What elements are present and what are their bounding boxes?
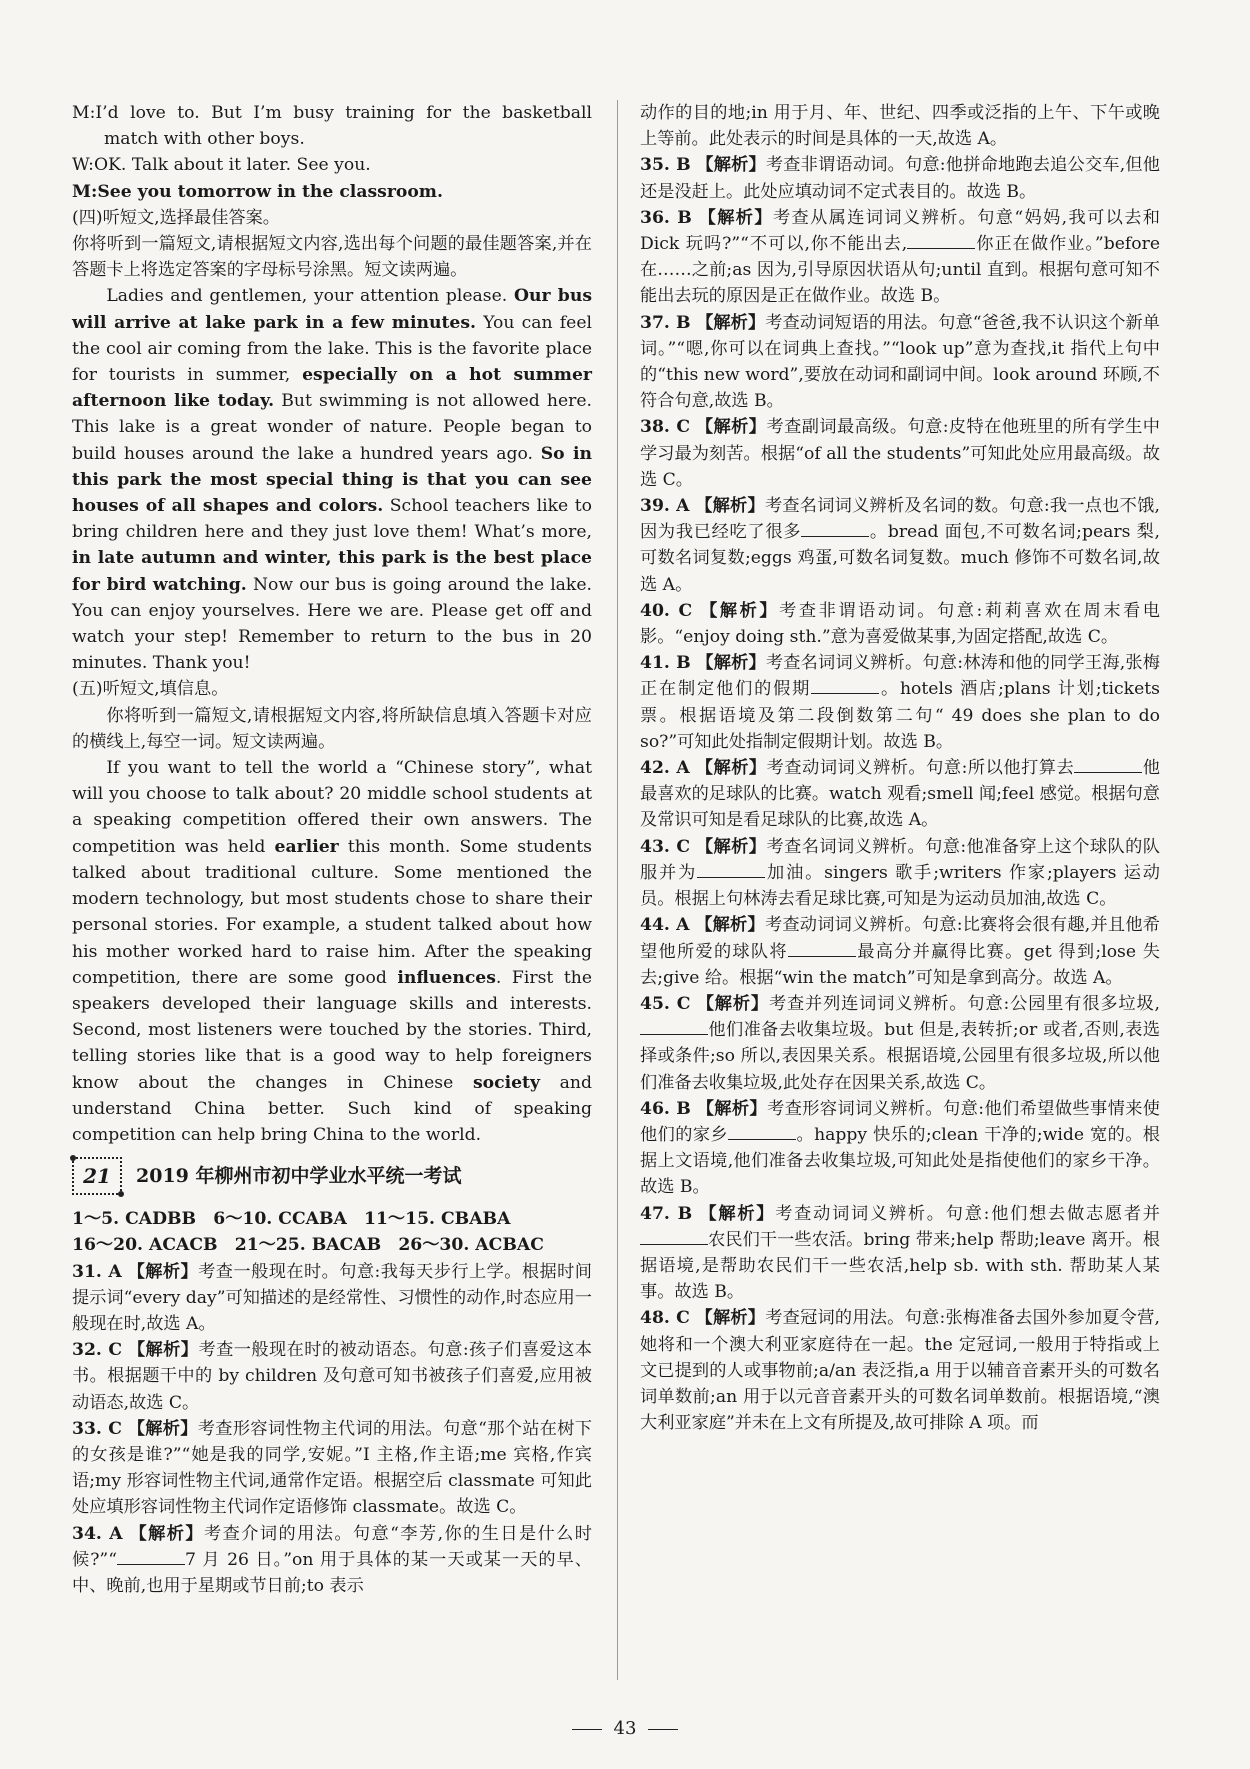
exam-number-badge: 21 — [72, 1157, 122, 1195]
answer-blank — [1074, 756, 1142, 773]
exam-heading — [72, 1156, 592, 1196]
answer-blank — [788, 940, 856, 957]
answer-blank — [811, 677, 879, 694]
answer-blank — [640, 1228, 708, 1245]
explanation-35: 35. B 【解析】考查非谓语动词。句意:他拼命地跑去追公交车,但他还是没赶上。此处应填动词不定式表目的。故选 B。 — [640, 155, 1160, 202]
explanation-32: 32. C 【解析】考查一般现在时的被动语态。句意:孩子们喜爱这本书。根据题干中的 by children 及句意可知书被孩子们喜爱,应用被动语态,故选 C。 — [72, 1340, 592, 1413]
explanation-38: 38. C 【解析】考查副词最高级。句意:皮特在他班里的所有学生中学习最为刻苦。根据“of all the students”可知此处应用最高级。故选 C。 — [640, 417, 1160, 490]
answer-blank — [728, 1123, 796, 1140]
explanation-34-continued: 动作的目的地;in 用于月、年、世纪、四季或泛指的上午、下午或晚上等前。此处表示的时间是具体的一天,故选 A。 — [640, 103, 1160, 150]
explanation-44: 44. A 【解析】考查动词词义辨析。句意:比赛将会很有趣,并且他希望他所爱的球队将 最高分并赢得比赛。get 得到;lose 失去;give 给。根据“win the match”可知是拿到高分。故选 A。 — [640, 915, 1160, 988]
right-column — [640, 100, 1160, 1436]
listening-passage-4: Ladies and gentlemen, your attention please. Our bus will arrive at lake park in a few minutes. You can feel the cool air coming from the lake. This is the favorite place for tourists in summer, especially on a hot summer afternoon like today. But swimming is not allowed here. This lake is a great wonder of nature. People began to build houses around the lake a hundred years ago. So in this park the most special thing is that you can see houses of all shapes and colors. School teachers like to bring children here and they just love them! What’s more, in late autumn and winter, this park is the best place for bird watching. Now our bus is going around the lake. You can enjoy yourselves. Here we are. Please get off and watch your step! Remember to return to the bus in 20 minutes. Thank you! — [72, 286, 593, 674]
dialogue-line: M:I’d love to. But I’m busy training for the basketball match with other boys. — [72, 103, 592, 150]
answer-row: 1～5. CADBB 6～10. CCABA 11～15. CBABA — [72, 1209, 511, 1230]
page-number-dash — [572, 1729, 602, 1730]
explanation-48: 48. C 【解析】考查冠词的用法。句意:张梅准备去国外参加夏令营,她将和一个澳大利亚家庭待在一起。the 定冠词,一般用于特指或上文已提到的人或事物前;a/an 表泛指,a 用于以辅音音素开头的可数名词单数前;an 用于以元音音素开头的可数名词单数前。根据语境,“澳大利亚家庭”并未在上文有所提及,故可排除 A 项。而 — [640, 1308, 1160, 1434]
page-number-dash — [648, 1729, 678, 1730]
answer-blank — [907, 232, 975, 249]
explanation-34: 34. A 【解析】考查介词的用法。句意“李芳,你的生日是什么时候?”“ 7 月 26 日。”on 用于具体的某一天或某一天的早、中、晚前,也用于星期或节日前;to 表示 — [72, 1523, 592, 1596]
explanation-45: 45. C 【解析】考查并列连词词义辨析。句意:公园里有很多垃圾,他们准备去收集垃圾。but 但是,表转折;or 或者,否则,表选择或条件;so 所以,表因果关系。根据语境,公园里有很多垃圾,所以他们准备去收集垃圾,此处存在因果关系,故选 C。 — [640, 993, 1160, 1093]
explanation-46: 46. B 【解析】考查形容词词义辨析。句意:他们希望做些事情来使他们的家乡 。happy 快乐的;clean 干净的;wide 宽的。根据上文语境,他们准备去收集垃圾,可知此处是指使他们的家乡干净。故选 B。 — [640, 1098, 1160, 1198]
answer-row: 16～20. ACACB 21～25. BACAB 26～30. ACBAC — [72, 1235, 544, 1256]
section-heading: (四)听短文,选择最佳答案。 — [72, 207, 280, 228]
listening-passage-5: If you want to tell the world a “Chinese story”, what will you choose to talk about? 20 middle school students at a speaking competition offered their own answers. The competition was held earlier this month. Some students talked about traditional culture. Some mentioned the modern technology, but most students chose to share their personal stories. For example, a student talked about how his mother worked hard to raise him. After the speaking competition, there are some good influences. First the speakers developed their language skills and interests. Second, most listeners were touched by the stories. Third, telling stories like that is a good way to help foreigners know about the changes in Chinese society and understand China better. Such kind of speaking competition can help bring China to the world. — [72, 758, 592, 1145]
section-instructions: 你将听到一篇短文,请根据短文内容,将所缺信息填入答题卡对应的横线上,每空一词。短文读两遍。 — [72, 705, 592, 752]
explanation-47: 47. B 【解析】考查动词词义辨析。句意:他们想去做志愿者并农民们干一些农活。bring 带来;help 帮助;leave 离开。根据语境,是帮助农民们干一些农活,help sb. with sth. 帮助某人某事。故选 B。 — [640, 1203, 1160, 1303]
explanation-31: 31. A 【解析】考查一般现在时。句意:我每天步行上学。根据时间提示词“every day”可知描述的是经常性、习惯性的动作,时态应用一般现在时,故选 A。 — [72, 1261, 592, 1334]
left-column — [72, 100, 592, 1599]
explanation-43: 43. C 【解析】考查名词词义辨析。句意:他准备穿上这个球队的队服并为 加油。singers 歌手;writers 作家;players 运动员。根据上句林涛去看足球比赛,可知是为运动员加油,故选 C。 — [640, 836, 1160, 910]
dialogue-line: W:OK. Talk about it later. See you. — [72, 155, 371, 176]
answer-blank — [640, 1018, 708, 1035]
dialogue-line: M:See you tomorrow in the classroom. — [72, 181, 443, 202]
explanation-37: 37. B 【解析】考查动词短语的用法。句意“爸爸,我不认识这个新单词。”“嗯,你可以在词典上查找。”“look up”意为查找,it 指代上句中的“this new word”,要放在动词和副词中间。look around 环顾,不符合句意,故选 B。 — [640, 312, 1160, 412]
explanation-33: 33. C 【解析】考查形容词性物主代词的用法。句意“那个站在树下的女孩是谁?”“她是我的同学,安妮。”I 主格,作主语;me 宾格,作宾语;my 形容词性物主代词,通常作定语。根据空后 classmate 可知此处应填形容词性物主代词作定语修饰 classmate。故选 C。 — [72, 1418, 592, 1518]
explanation-39: 39. A 【解析】考查名词词义辨析及名词的数。句意:我一点也不饿,因为我已经吃了很多 。bread 面包,不可数名词;pears 梨,可数名词复数;eggs 鸡蛋,可数名词复数。much 修饰不可数名词,故选 A。 — [640, 496, 1160, 595]
answer-blank — [697, 861, 765, 878]
answer-blank — [117, 1548, 185, 1565]
section-instructions: 你将听到一篇短文,请根据短文内容,选出每个问题的最佳题答案,并在答题卡上将选定答案的字母标号涂黑。短文读两遍。 — [72, 234, 592, 281]
answer-blank — [801, 520, 869, 537]
explanation-40: 40. C 【解析】考查非谓语动词。句意:莉莉喜欢在周末看电影。“enjoy doing sth.”意为喜爱做某事,为固定搭配,故选 C。 — [640, 600, 1160, 648]
explanation-36: 36. B 【解析】考查从属连词词义辨析。句意“妈妈,我可以去和 Dick 玩吗?”“不可以,你不能出去, 你正在做作业。”before 在……之前;as 因为,引导原因状语从句;until 直到。根据句意可知不能出去玩的原因是正在做作业。故选 B。 — [640, 207, 1160, 307]
section-heading: (五)听短文,填信息。 — [72, 679, 229, 700]
explanation-41: 41. B 【解析】考查名词词义辨析。句意:林涛和他的同学王海,张梅正在制定他们的假期 。hotels 酒店;plans 计划;tickets 票。根据语境及第二段倒数第二句“ 49 does she plan to do so?”可知此处指制定假期计划。故选 B。 — [640, 653, 1160, 752]
column-divider — [617, 100, 618, 1680]
exam-title: 2019 年柳州市初中学业水平统一考试 — [136, 1165, 462, 1188]
page-number: 43 — [0, 1718, 1250, 1739]
explanation-42: 42. A 【解析】考查动词词义辨析。句意:所以他打算去 他最喜欢的足球队的比赛。watch 观看;smell 闻;feel 感觉。根据句意及常识可知是看足球队的比赛,故选 A。 — [640, 758, 1160, 831]
